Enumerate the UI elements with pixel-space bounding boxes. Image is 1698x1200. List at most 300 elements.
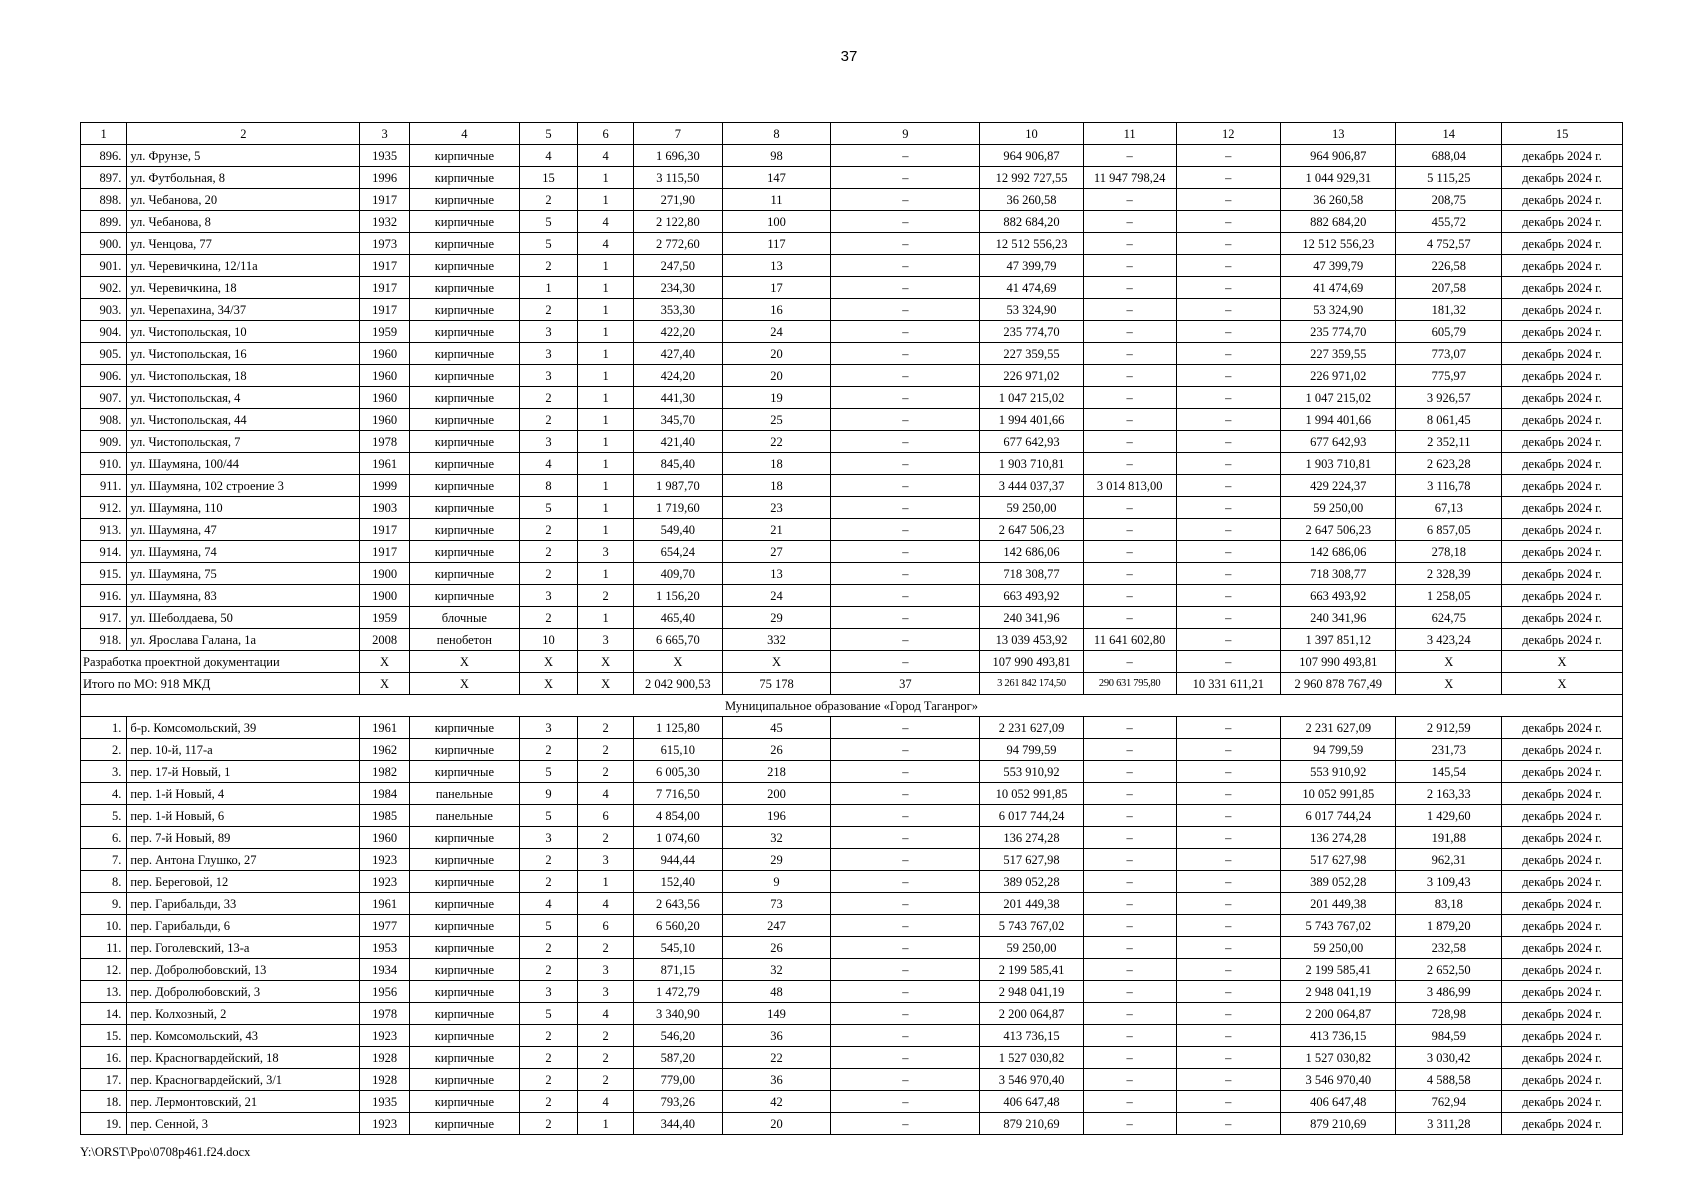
table-cell: ул. Шаумяна, 83 — [127, 585, 360, 607]
table-cell: 624,75 — [1396, 607, 1502, 629]
table-cell: 5 — [519, 761, 577, 783]
table-cell: кирпичные — [409, 1069, 519, 1091]
table-cell: 1960 — [360, 365, 410, 387]
table-cell: 98 — [722, 145, 831, 167]
table-cell: 345,70 — [634, 409, 722, 431]
table-cell: 9. — [81, 893, 127, 915]
table-cell: ул. Чистопольская, 44 — [127, 409, 360, 431]
table-row — [81, 277, 1623, 299]
table-cell: 728,98 — [1396, 1003, 1502, 1025]
table-cell: 1 044 929,31 — [1281, 167, 1396, 189]
table-cell: 6 005,30 — [634, 761, 722, 783]
table-cell: пер. 7-й Новый, 89 — [127, 827, 360, 849]
table-cell: 149 — [722, 1003, 831, 1025]
table-cell: ул. Черепахина, 34/37 — [127, 299, 360, 321]
table-cell: пер. Сенной, 3 — [127, 1113, 360, 1135]
table-cell: – — [1176, 431, 1281, 453]
table-cell: 226,58 — [1396, 255, 1502, 277]
table-cell: кирпичные — [409, 145, 519, 167]
table-cell: 231,73 — [1396, 739, 1502, 761]
table-cell: X — [1502, 673, 1623, 695]
table-cell: 26 — [722, 739, 831, 761]
table-cell: декабрь 2024 г. — [1502, 299, 1623, 321]
table-cell: – — [1176, 497, 1281, 519]
table-cell: 59 250,00 — [1281, 497, 1396, 519]
table-cell: 2 — [519, 607, 577, 629]
table-cell: 2 772,60 — [634, 233, 722, 255]
table-cell: 1923 — [360, 871, 410, 893]
table-row — [81, 387, 1623, 409]
table-cell: 1 879,20 — [1396, 915, 1502, 937]
table-cell: 1928 — [360, 1069, 410, 1091]
table-row — [81, 299, 1623, 321]
table-cell: 53 324,90 — [980, 299, 1084, 321]
table-row — [81, 959, 1623, 981]
table-cell: 1 — [578, 189, 634, 211]
table-cell: 897. — [81, 167, 127, 189]
table-cell: блочные — [409, 607, 519, 629]
table-cell: 4 — [519, 453, 577, 475]
table-cell: декабрь 2024 г. — [1502, 1113, 1623, 1135]
table-cell: панельные — [409, 805, 519, 827]
table-cell: – — [831, 519, 980, 541]
table-cell: – — [831, 607, 980, 629]
table-cell: ул. Фрунзе, 5 — [127, 145, 360, 167]
table-cell: 29 — [722, 607, 831, 629]
table-cell: 17 — [722, 277, 831, 299]
table-cell: – — [1176, 871, 1281, 893]
table-cell: – — [1083, 563, 1176, 585]
table-cell: – — [1083, 739, 1176, 761]
table-cell: декабрь 2024 г. — [1502, 277, 1623, 299]
table-row — [81, 1047, 1623, 1069]
table-cell: – — [1083, 717, 1176, 739]
table-cell: 455,72 — [1396, 211, 1502, 233]
table-cell: декабрь 2024 г. — [1502, 387, 1623, 409]
table-cell: 899. — [81, 211, 127, 233]
column-header: 13 — [1281, 123, 1396, 145]
table-cell: – — [1083, 849, 1176, 871]
table-cell: кирпичные — [409, 1025, 519, 1047]
table-cell: декабрь 2024 г. — [1502, 937, 1623, 959]
table-cell: 1917 — [360, 519, 410, 541]
table-cell: 1 156,20 — [634, 585, 722, 607]
table-cell: – — [1083, 981, 1176, 1003]
table-cell: 3 — [519, 981, 577, 1003]
table-cell: – — [1176, 805, 1281, 827]
table-cell: пер. 1-й Новый, 6 — [127, 805, 360, 827]
table-cell: 19. — [81, 1113, 127, 1135]
table-cell: декабрь 2024 г. — [1502, 453, 1623, 475]
table-cell: 4 — [578, 783, 634, 805]
table-cell: 879 210,69 — [1281, 1113, 1396, 1135]
table-cell: декабрь 2024 г. — [1502, 365, 1623, 387]
table-cell: – — [1176, 255, 1281, 277]
table-cell: 553 910,92 — [1281, 761, 1396, 783]
table-cell: 4 — [578, 1091, 634, 1113]
table-cell: X — [578, 651, 634, 673]
table-cell: – — [1176, 1069, 1281, 1091]
table-cell: 2 200 064,87 — [1281, 1003, 1396, 1025]
table-cell: 20 — [722, 365, 831, 387]
table-cell: 20 — [722, 1113, 831, 1135]
table-cell: 1 527 030,82 — [1281, 1047, 1396, 1069]
table-cell: 898. — [81, 189, 127, 211]
table-cell: декабрь 2024 г. — [1502, 189, 1623, 211]
table-cell: – — [1083, 189, 1176, 211]
table-row — [81, 607, 1623, 629]
table-row — [81, 431, 1623, 453]
table-cell: – — [1083, 343, 1176, 365]
table-cell: – — [831, 189, 980, 211]
table-body — [81, 145, 1623, 1135]
table-cell: декабрь 2024 г. — [1502, 1003, 1623, 1025]
table-cell: 4. — [81, 783, 127, 805]
header-row — [81, 123, 1623, 145]
table-cell: – — [1083, 431, 1176, 453]
table-cell: – — [1176, 981, 1281, 1003]
table-cell: 83,18 — [1396, 893, 1502, 915]
table-cell: 353,30 — [634, 299, 722, 321]
table-cell: 2 231 627,09 — [1281, 717, 1396, 739]
table-cell: 3 — [519, 365, 577, 387]
table-cell: X — [360, 673, 410, 695]
table-cell: 871,15 — [634, 959, 722, 981]
table-cell: 663 493,92 — [1281, 585, 1396, 607]
table-cell: 2 — [519, 299, 577, 321]
table-cell: – — [831, 1003, 980, 1025]
table-cell: декабрь 2024 г. — [1502, 849, 1623, 871]
table-row — [81, 915, 1623, 937]
table-cell: 2 — [519, 1091, 577, 1113]
table-cell: – — [831, 739, 980, 761]
table-cell: – — [831, 431, 980, 453]
table-cell: – — [1083, 937, 1176, 959]
table-cell: пер. 10-й, 117-а — [127, 739, 360, 761]
table-cell: 13 — [722, 255, 831, 277]
table-cell: 3 340,90 — [634, 1003, 722, 1025]
table-cell: 409,70 — [634, 563, 722, 585]
table-cell: 207,58 — [1396, 277, 1502, 299]
table-cell: 208,75 — [1396, 189, 1502, 211]
table-cell: – — [1176, 1047, 1281, 1069]
table-cell: 917. — [81, 607, 127, 629]
table-cell: кирпичные — [409, 937, 519, 959]
table-cell: 1 — [578, 563, 634, 585]
table-cell: 1 719,60 — [634, 497, 722, 519]
table-cell: пер. Береговой, 12 — [127, 871, 360, 893]
table-cell: 1 — [578, 277, 634, 299]
table-cell: 1973 — [360, 233, 410, 255]
table-cell: кирпичные — [409, 849, 519, 871]
table-cell: – — [1083, 1091, 1176, 1113]
table-row — [81, 1113, 1623, 1135]
table-cell: пер. Гоголевский, 13-а — [127, 937, 360, 959]
table-cell: 1923 — [360, 1025, 410, 1047]
table-cell: 1903 — [360, 497, 410, 519]
table-cell: 1 903 710,81 — [1281, 453, 1396, 475]
table-cell: – — [831, 475, 980, 497]
table-cell: 218 — [722, 761, 831, 783]
column-header: 6 — [578, 123, 634, 145]
table-cell: 1960 — [360, 343, 410, 365]
table-cell: 6 — [578, 805, 634, 827]
table-cell: – — [831, 563, 980, 585]
table-cell: 663 493,92 — [980, 585, 1084, 607]
table-cell: 902. — [81, 277, 127, 299]
table-cell: 2 — [519, 519, 577, 541]
table-cell: кирпичные — [409, 1113, 519, 1135]
table-cell: – — [831, 409, 980, 431]
table-cell: 1 047 215,02 — [1281, 387, 1396, 409]
table-cell: 1996 — [360, 167, 410, 189]
table-cell: 2 122,80 — [634, 211, 722, 233]
table-cell: 2 — [578, 739, 634, 761]
table-cell: 4 854,00 — [634, 805, 722, 827]
table-cell: 1 — [578, 365, 634, 387]
table-cell: 1934 — [360, 959, 410, 981]
table-cell: – — [1083, 299, 1176, 321]
table-row — [81, 717, 1623, 739]
table-cell: 2 623,28 — [1396, 453, 1502, 475]
table-cell: 32 — [722, 827, 831, 849]
table-cell: 24 — [722, 321, 831, 343]
table-cell: 2 — [519, 409, 577, 431]
table-cell: – — [1176, 321, 1281, 343]
table-cell: – — [831, 145, 980, 167]
table-cell: 910. — [81, 453, 127, 475]
table-cell: – — [1176, 585, 1281, 607]
table-cell: 845,40 — [634, 453, 722, 475]
table-cell: 107 990 493,81 — [980, 651, 1084, 673]
table-cell: – — [1083, 1113, 1176, 1135]
table-cell: 1 429,60 — [1396, 805, 1502, 827]
table-cell: 2 231 627,09 — [980, 717, 1084, 739]
table-row — [81, 783, 1623, 805]
table-cell: 882 684,20 — [980, 211, 1084, 233]
table-cell: декабрь 2024 г. — [1502, 585, 1623, 607]
table-cell: 5 — [519, 497, 577, 519]
table-cell: – — [1176, 387, 1281, 409]
table-cell: 406 647,48 — [980, 1091, 1084, 1113]
column-header: 5 — [519, 123, 577, 145]
table-cell: 6 017 744,24 — [1281, 805, 1396, 827]
table-cell: 2 948 041,19 — [1281, 981, 1396, 1003]
table-row — [81, 937, 1623, 959]
table-cell: 1935 — [360, 145, 410, 167]
table-cell: 2 960 878 767,49 — [1281, 673, 1396, 695]
table-cell: кирпичные — [409, 343, 519, 365]
table-cell: 227 359,55 — [1281, 343, 1396, 365]
table-cell: 913. — [81, 519, 127, 541]
table-row — [81, 409, 1623, 431]
table-cell: – — [1176, 915, 1281, 937]
table-cell: пер. 1-й Новый, 4 — [127, 783, 360, 805]
table-cell: 196 — [722, 805, 831, 827]
column-header: 9 — [831, 123, 980, 145]
table-cell: 549,40 — [634, 519, 722, 541]
table-cell: 1985 — [360, 805, 410, 827]
table-row — [81, 211, 1623, 233]
table-cell: 587,20 — [634, 1047, 722, 1069]
table-cell: 413 736,15 — [1281, 1025, 1396, 1047]
table-cell: кирпичные — [409, 233, 519, 255]
table-cell: 546,20 — [634, 1025, 722, 1047]
table-cell: 9 — [519, 783, 577, 805]
table-cell: ул. Чебанова, 20 — [127, 189, 360, 211]
table-cell: 15. — [81, 1025, 127, 1047]
table-cell: ул. Шаумяна, 110 — [127, 497, 360, 519]
table-cell: – — [1083, 1047, 1176, 1069]
table-cell: 773,07 — [1396, 343, 1502, 365]
table-row — [81, 365, 1623, 387]
column-number-header — [81, 123, 1623, 145]
table-cell: 271,90 — [634, 189, 722, 211]
table-cell: – — [1083, 497, 1176, 519]
table-cell: кирпичные — [409, 541, 519, 563]
table-cell: кирпичные — [409, 211, 519, 233]
table-cell: 3 014 813,00 — [1083, 475, 1176, 497]
table-cell: пер. Добролюбовский, 13 — [127, 959, 360, 981]
table-cell: 234,30 — [634, 277, 722, 299]
table-cell: декабрь 2024 г. — [1502, 1025, 1623, 1047]
table-cell: 2008 — [360, 629, 410, 651]
table-cell: 1917 — [360, 277, 410, 299]
table-cell: 441,30 — [634, 387, 722, 409]
table-cell: 422,20 — [634, 321, 722, 343]
table-cell: – — [1083, 1069, 1176, 1091]
table-cell: 10. — [81, 915, 127, 937]
table-cell: – — [831, 585, 980, 607]
table-cell: 5 — [519, 211, 577, 233]
table-cell: 2 647 506,23 — [980, 519, 1084, 541]
table-row — [81, 805, 1623, 827]
table-cell: 11 — [722, 189, 831, 211]
table-cell: – — [1176, 299, 1281, 321]
table-cell: – — [831, 1025, 980, 1047]
table-cell: 6 560,20 — [634, 915, 722, 937]
table-cell: б-р. Комсомольский, 39 — [127, 717, 360, 739]
table-cell: 1928 — [360, 1047, 410, 1069]
table-cell: 1917 — [360, 255, 410, 277]
table-cell: – — [1083, 585, 1176, 607]
table-cell: 8 — [519, 475, 577, 497]
table-cell: 1 — [578, 167, 634, 189]
table-cell: X — [409, 651, 519, 673]
table-cell: 4 588,58 — [1396, 1069, 1502, 1091]
table-cell: 545,10 — [634, 937, 722, 959]
table-cell: 4 — [578, 145, 634, 167]
table-cell: 2 — [578, 1025, 634, 1047]
table-cell: 36 — [722, 1069, 831, 1091]
column-header: 15 — [1502, 123, 1623, 145]
table-cell: 5 — [519, 915, 577, 937]
table-cell: – — [1176, 959, 1281, 981]
table-cell: 41 474,69 — [1281, 277, 1396, 299]
table-cell: 13 039 453,92 — [980, 629, 1084, 651]
table-cell: 1 — [519, 277, 577, 299]
table-cell: 1 — [578, 1113, 634, 1135]
table-cell: декабрь 2024 г. — [1502, 321, 1623, 343]
table-cell: X — [409, 673, 519, 695]
table-cell: 779,00 — [634, 1069, 722, 1091]
table-cell: 142 686,06 — [1281, 541, 1396, 563]
table-cell: 142 686,06 — [980, 541, 1084, 563]
table-cell: – — [1083, 893, 1176, 915]
table-cell: 1960 — [360, 827, 410, 849]
table-cell: 48 — [722, 981, 831, 1003]
table-cell: 413 736,15 — [980, 1025, 1084, 1047]
table-cell: 47 399,79 — [980, 255, 1084, 277]
table-cell: 517 627,98 — [980, 849, 1084, 871]
table-cell: декабрь 2024 г. — [1502, 211, 1623, 233]
table-cell: 6. — [81, 827, 127, 849]
table-cell: пер. 17-й Новый, 1 — [127, 761, 360, 783]
table-cell: 1962 — [360, 739, 410, 761]
table-cell: 107 990 493,81 — [1281, 651, 1396, 673]
table-cell: 4 — [578, 233, 634, 255]
table-cell: 1984 — [360, 783, 410, 805]
table-cell: кирпичные — [409, 387, 519, 409]
table-row — [81, 255, 1623, 277]
table-cell: – — [831, 1047, 980, 1069]
table-cell: – — [831, 1091, 980, 1113]
table-cell: 882 684,20 — [1281, 211, 1396, 233]
table-cell: декабрь 2024 г. — [1502, 1069, 1623, 1091]
table-cell: – — [831, 211, 980, 233]
table-cell: пер. Колхозный, 2 — [127, 1003, 360, 1025]
table-cell: 20 — [722, 343, 831, 365]
table-cell: 3 109,43 — [1396, 871, 1502, 893]
table-cell: – — [1083, 871, 1176, 893]
table-cell: 1 — [578, 453, 634, 475]
table-cell: кирпичные — [409, 167, 519, 189]
table-cell: декабрь 2024 г. — [1502, 871, 1623, 893]
table-cell: пенобетон — [409, 629, 519, 651]
table-cell: 909. — [81, 431, 127, 453]
table-cell: – — [1176, 1025, 1281, 1047]
table-cell: 100 — [722, 211, 831, 233]
table-cell: X — [519, 651, 577, 673]
table-cell: декабрь 2024 г. — [1502, 167, 1623, 189]
table-cell: кирпичные — [409, 409, 519, 431]
table-cell: – — [1176, 629, 1281, 651]
table-cell: – — [1176, 211, 1281, 233]
table-cell: 1 — [578, 607, 634, 629]
table-cell: 3 486,99 — [1396, 981, 1502, 1003]
table-cell: 2 — [519, 1047, 577, 1069]
table-cell: 232,58 — [1396, 937, 1502, 959]
table-cell: декабрь 2024 г. — [1502, 1047, 1623, 1069]
table-cell: 1900 — [360, 563, 410, 585]
table-cell: X — [1396, 651, 1502, 673]
table-cell: 5 — [519, 1003, 577, 1025]
table-cell: 1 — [578, 299, 634, 321]
table-row — [81, 739, 1623, 761]
table-cell: ул. Чистопольская, 7 — [127, 431, 360, 453]
table-cell: 25 — [722, 409, 831, 431]
table-cell: 36 260,58 — [980, 189, 1084, 211]
table-cell: 94 799,59 — [1281, 739, 1396, 761]
table-cell: X — [1502, 651, 1623, 673]
table-cell: кирпичные — [409, 519, 519, 541]
table-cell: X — [519, 673, 577, 695]
table-cell: 1978 — [360, 1003, 410, 1025]
table-cell: 1 074,60 — [634, 827, 722, 849]
table-row — [81, 475, 1623, 497]
table-cell: 16 — [722, 299, 831, 321]
table-cell: – — [831, 1069, 980, 1091]
